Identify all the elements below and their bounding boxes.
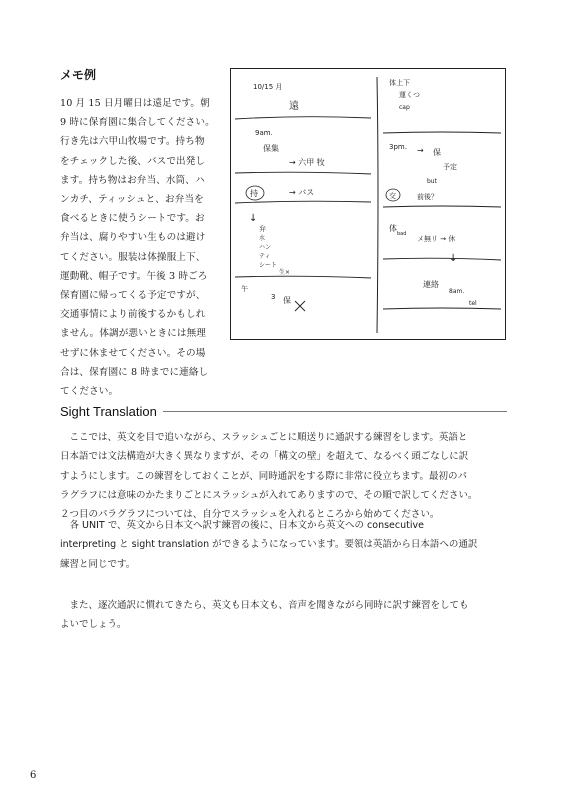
memo-line: 保育園に帰ってくる予定ですが、 [60, 290, 206, 302]
memo-afternoon: 午 [241, 285, 248, 293]
memo-schedule: 予定 [443, 163, 457, 171]
memo-bad: bad [397, 231, 407, 237]
paragraph-1 [60, 428, 508, 524]
memo-time-9am: 9am. [255, 129, 273, 137]
memo-line: 行き先は六甲山牧場です。持ち物 [60, 136, 205, 148]
memo-gather: 保集 [263, 144, 279, 153]
memo-line: 合は、保育園に 8 時までに連絡し [60, 366, 209, 378]
memo-traffic: 交 [389, 192, 396, 200]
memo-divider-line [383, 132, 501, 133]
memo-item: ティ [259, 253, 271, 260]
section-title: Sight Translation [60, 404, 157, 419]
paragraph-line: 各 UNIT で、英文から日本文へ訳す練習の後に、日本文から英文への consecutive [60, 520, 424, 531]
paragraph-line: ２つ目のパラグラフについては、自分でスラッシュを入れるところから始めてください。 [60, 509, 440, 521]
paragraph-line: すようにします。この練習をしておくことが、同時通訳をする際に非常に役立ちます。最初のパ [60, 470, 467, 482]
memo-down-arrow: ↓ [449, 253, 458, 264]
handwritten-memo-image [230, 68, 506, 340]
paragraph-line: また、逐次通訳に慣れてきたら、英文も日本文も、音声を聞きながら同時に訳す練習をしても [60, 600, 469, 611]
memo-line: ません。体調が悪いときには無理 [60, 328, 206, 340]
paragraph-line: ラグラフには意味のかたまりごとにスラッシュが入れてありますので、その順で訳してください。 [60, 489, 478, 501]
heading-rule [163, 411, 507, 412]
memo-cross-mark [295, 301, 305, 311]
paragraph-line: 練習と同じです。 [60, 558, 136, 570]
memo-report: 連絡 [423, 280, 439, 289]
memo-body-mark: 体 [389, 224, 397, 233]
memo-source-text [60, 94, 222, 401]
memo-column-divider [377, 77, 378, 333]
memo-line: 10 月 15 日月曜日は遠足です。朝 [60, 98, 210, 109]
memo-divider-line [383, 308, 501, 309]
memo-line: 9 時に保育園に集合してください。 [60, 117, 215, 129]
memo-divider-line [235, 276, 371, 278]
sight-translation-heading [60, 404, 507, 419]
memo-line: 弁当は、腐りやすい生ものは避け [60, 232, 206, 244]
memo-shoes: 運くつ [399, 91, 420, 99]
memo-line: てください。服装は体操服上下、 [60, 251, 206, 263]
memo-divider-line [383, 258, 501, 260]
memo-line: 交通事情により前後するかもしれ [60, 309, 206, 321]
memo-line: 食べるときに使うシートです。お [60, 213, 205, 225]
memo-items-arrow: ↓ [249, 213, 258, 224]
memo-excursion: 遠 [289, 101, 299, 112]
memo-line: ンカチ、ティッシュと、お弁当を [60, 194, 204, 206]
memo-line: をチェックした後、バスで出発し [60, 155, 206, 167]
memo-date: 10/15 月 [253, 83, 283, 91]
memo-cap: cap [399, 104, 410, 111]
memo-item: 生× [279, 269, 291, 276]
paragraph-line: よいでしょう。 [60, 619, 127, 631]
memo-time-3pm: 3pm. [389, 143, 407, 151]
memo-divider-line [235, 117, 371, 119]
memo-line: せずに休ませてください。その場 [60, 347, 206, 359]
memo-item: 水 [259, 235, 266, 242]
handwritten-notes-svg [231, 69, 507, 341]
paragraph-2 [60, 516, 508, 574]
memo-line: てください。 [60, 386, 119, 398]
memo-divider-line [235, 201, 371, 203]
memo-schedule-return: 保 [433, 148, 441, 157]
memo-line: 運動靴、帽子です。午後 3 時ごろ [60, 270, 208, 282]
memo-bus: → バス [289, 188, 315, 197]
memo-return-mark: 保 [283, 296, 291, 305]
memo-divider-line [383, 206, 501, 207]
memo-example-heading: メモ例 [60, 68, 97, 82]
memo-item: ハン [259, 244, 272, 251]
paragraph-3 [60, 596, 508, 635]
memo-item: シート [259, 262, 278, 269]
memo-check: 持 [250, 189, 258, 198]
memo-around: 前後？ [417, 193, 438, 201]
memo-return-arrow: → [417, 146, 424, 155]
memo-return: 3 [271, 293, 276, 301]
paragraph-line: ここでは、英文を目で追いながら、スラッシュごとに順送りに通訳する練習をします。英語と [60, 432, 468, 443]
memo-rest: メ無リ → 休 [417, 235, 456, 243]
paragraph-line: 日本語では文法構造が大きく異なりますが、その「構文の壁」を超えて、なるべく頭ごなしに訳 [60, 451, 469, 463]
memo-divider-line [235, 172, 371, 174]
memo-time-8am: 8am. [449, 288, 465, 295]
memo-clothes: 体上下 [389, 79, 410, 87]
memo-rokko: → 六甲 牧 [289, 158, 325, 167]
memo-tel: tel [469, 300, 477, 307]
paragraph-line: interpreting と sight translation ができるようになっています。要領は英語から日本語への通訳 [60, 539, 478, 551]
memo-item: 弁 [259, 225, 266, 233]
memo-line: ます。持ち物はお弁当、水筒、ハ [60, 174, 205, 186]
memo-but: but [427, 178, 437, 185]
page-number: 6 [30, 770, 37, 781]
